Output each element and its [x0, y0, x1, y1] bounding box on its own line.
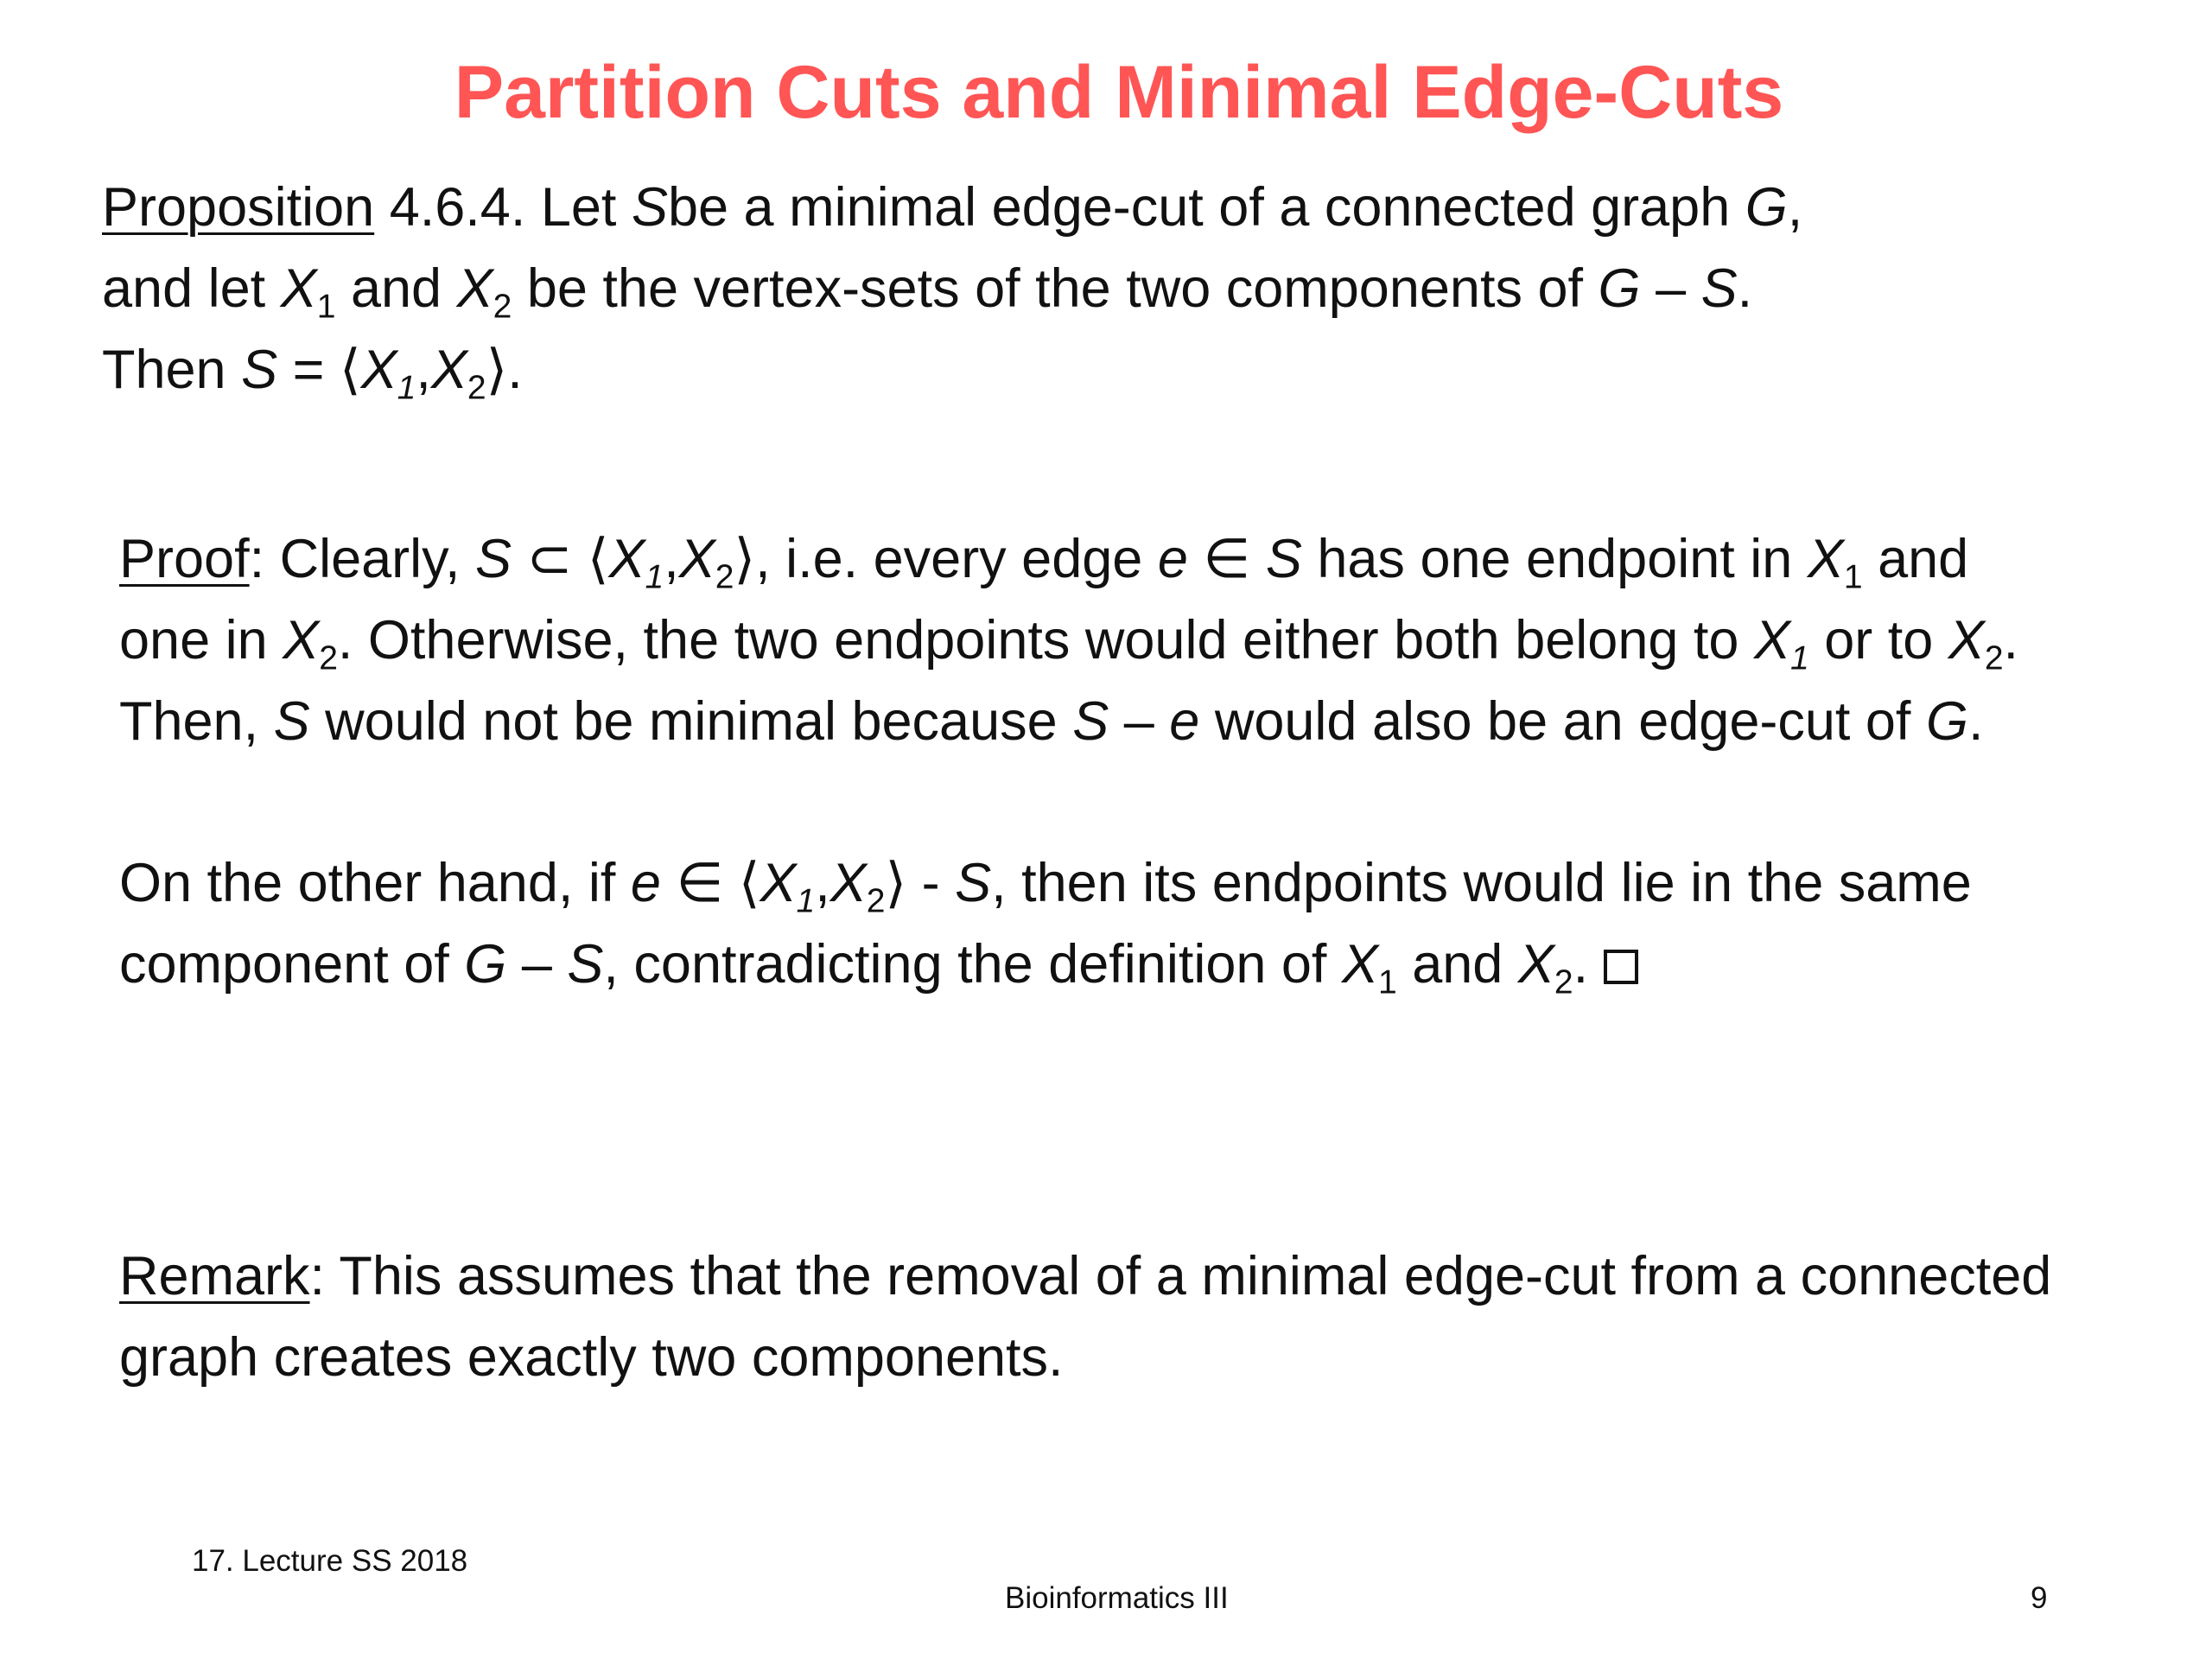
footer-lecture: 17. Lecture SS 2018: [192, 1544, 468, 1578]
footer-course: Bioinformatics III: [1005, 1581, 1229, 1615]
proposition-line-2: and let $X_1$ and $X_2$ be the vertex-sets of the two components of G – S.: [102, 258, 1753, 326]
proposition-line-3: Then $S = ⟨X_1,X_2⟩$.: [102, 340, 523, 407]
other-hand-line-2: component of G – S, contradicting the definition of $X_1$ and $X_2$.: [119, 924, 1972, 1005]
qed-box-icon: [1604, 950, 1638, 984]
proposition-label: Proposition: [102, 177, 375, 238]
proof-label: Proof: [119, 529, 250, 589]
remark-label: Remark: [119, 1246, 310, 1306]
footer-page-number: 9: [2031, 1581, 2048, 1615]
proof-line-1: Proof: Clearly, S ⊂ $⟨X_1,X_2⟩$, i.e. every edge e ∈ S has one endpoint in $X_1$ and: [119, 529, 1969, 596]
remark-block: [119, 1236, 2051, 1398]
proposition-block: [102, 167, 1802, 410]
remark-line-1: Remark: This assumes that the removal of a minimal edge-cut from a connected: [119, 1246, 2052, 1306]
other-hand-line-1: On the other hand, if e ∈ $⟨X_1,X_2⟩$ - S, then its endpoints would lie in the same: [119, 853, 1972, 920]
proof-line-3: Then, S would not be minimal because S – e would also be an edge-cut of G.: [119, 691, 1984, 752]
proposition-line-1: Proposition 4.6.4. Let Sbe a minimal edge-cut of a connected graph G,: [102, 177, 1803, 238]
proof-line-2: one in $X_2$. Otherwise, the two endpoints would either both belong to $X_1$ or to $X_2$.: [119, 610, 2019, 677]
slide-title: Partition Cuts and Minimal Edge-Cuts: [454, 51, 1784, 134]
proof-block: [119, 518, 2018, 762]
other-hand-block: [119, 842, 1972, 1005]
remark-line-2: graph creates exactly two components.: [119, 1327, 1064, 1388]
